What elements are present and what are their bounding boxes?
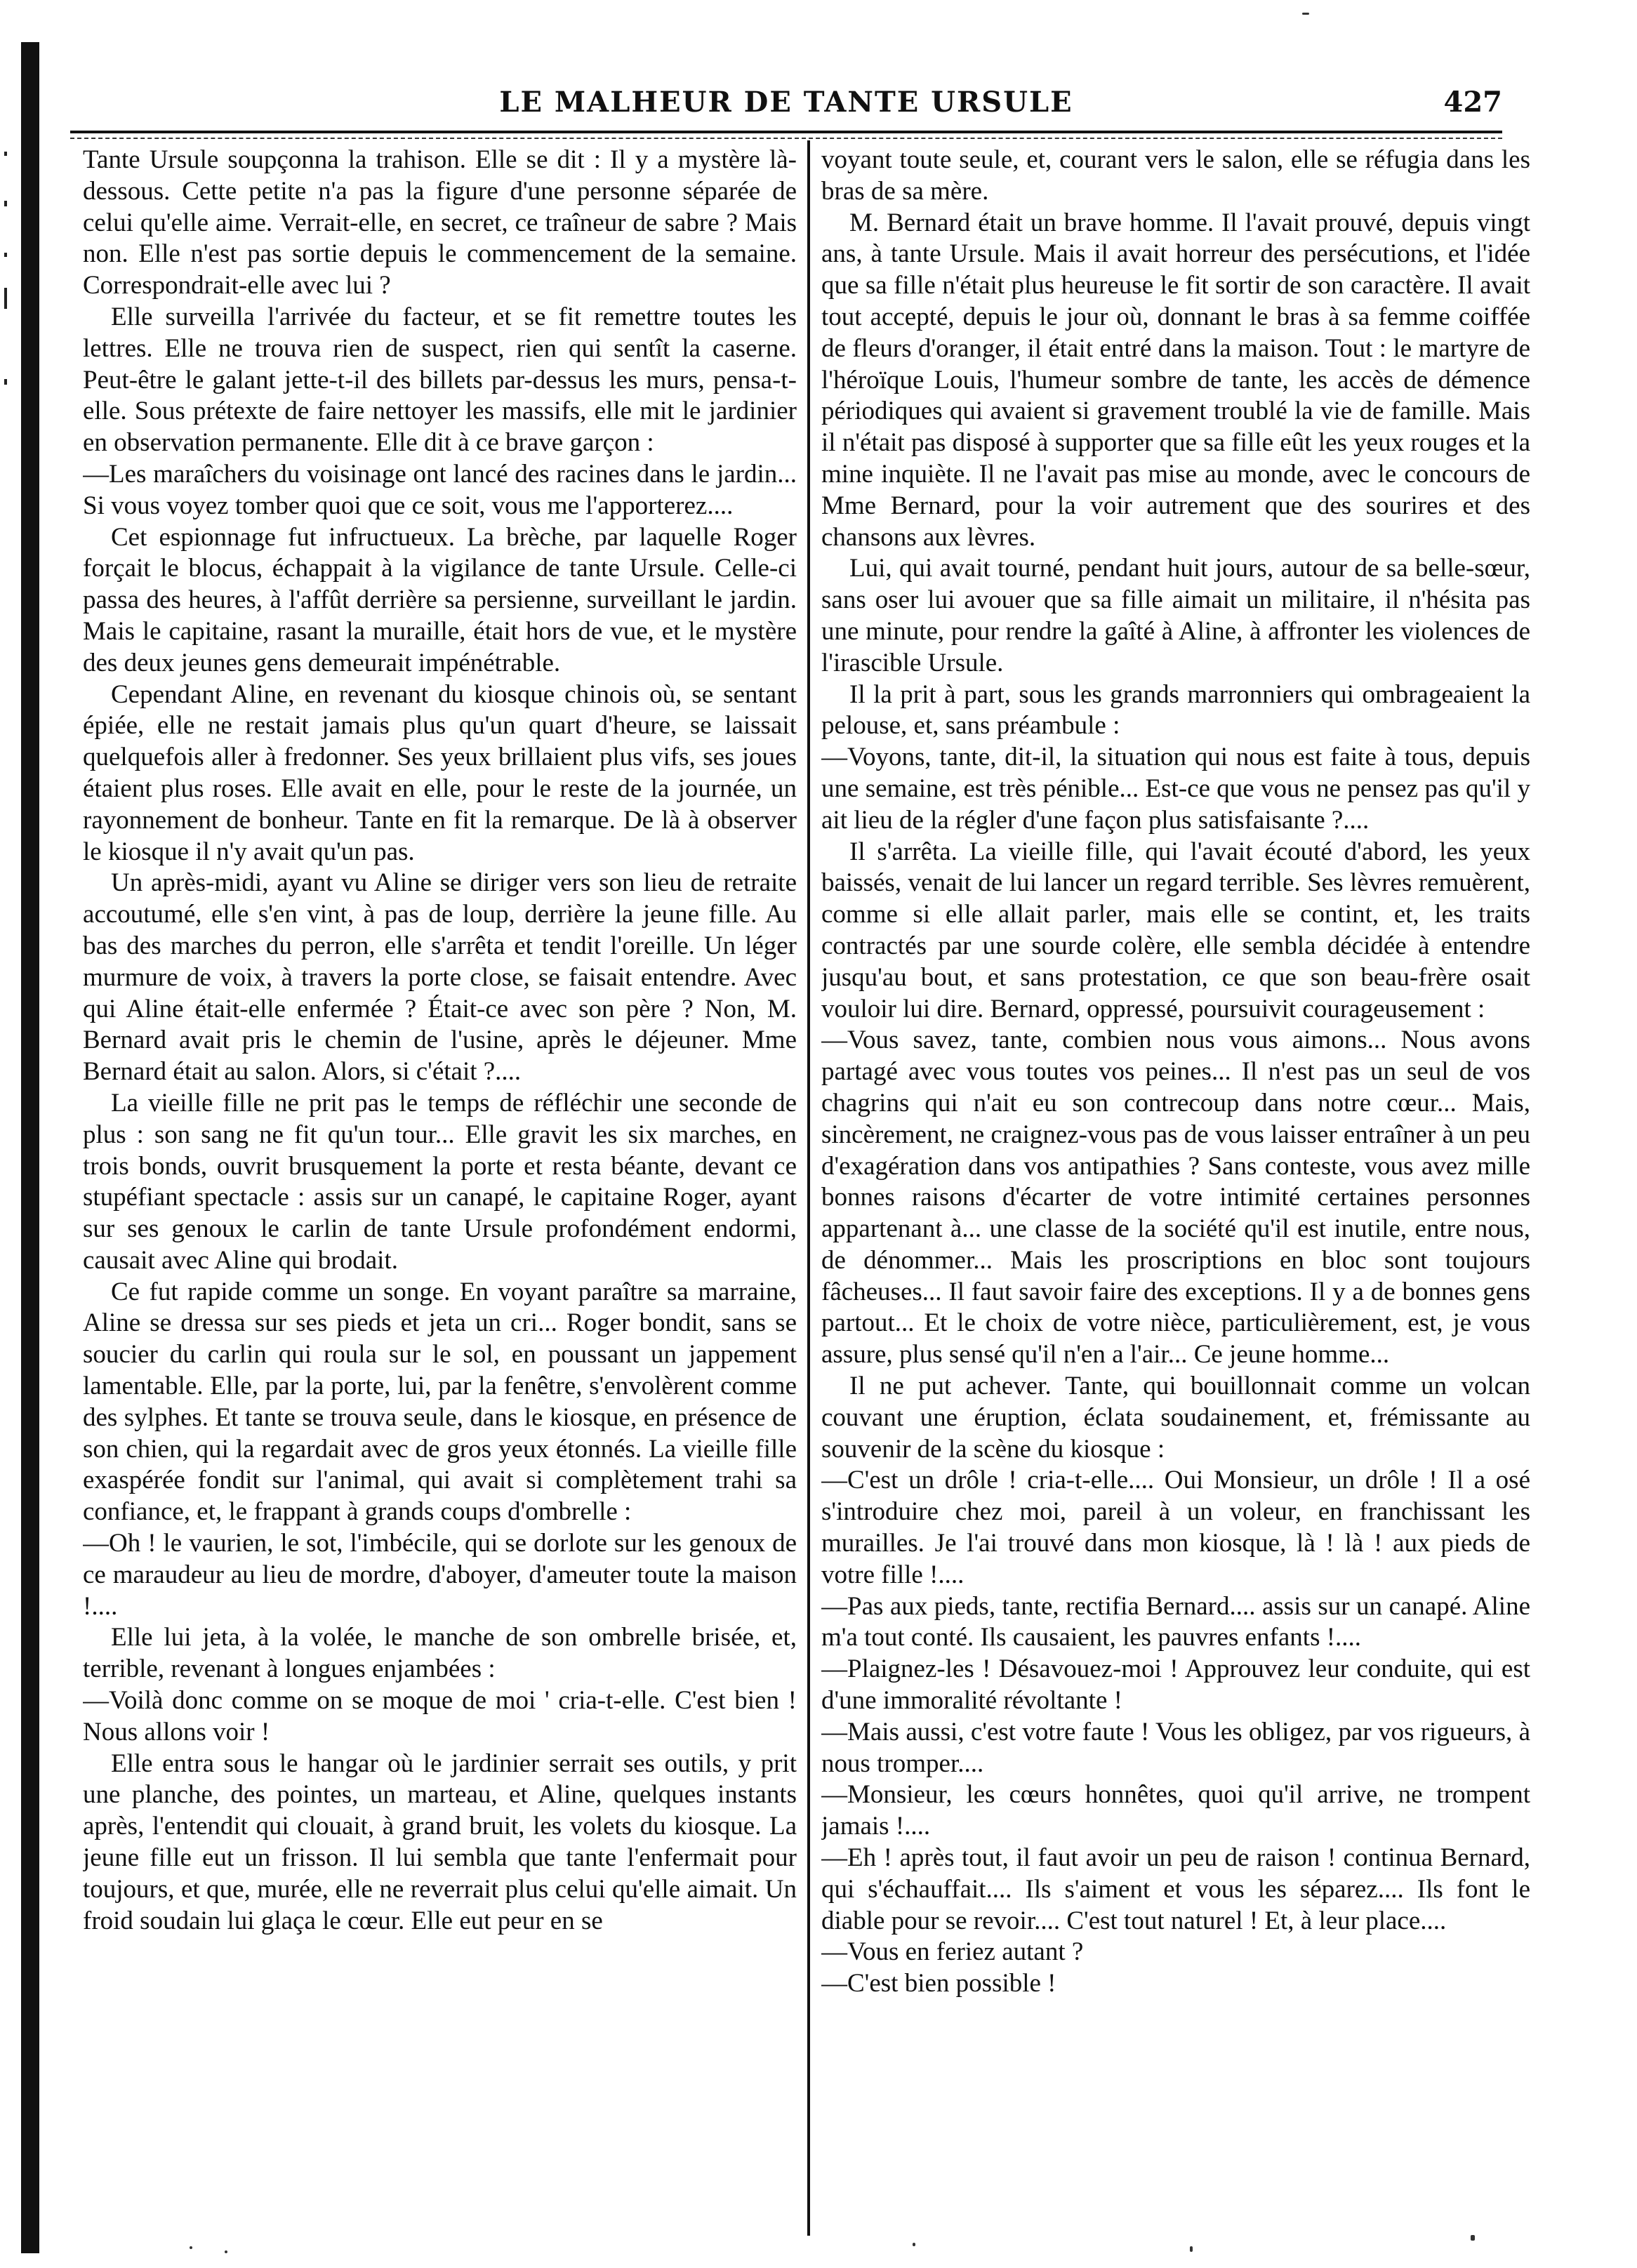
column-divider bbox=[807, 140, 810, 2236]
dialogue-line: —Vous en feriez autant ? bbox=[821, 1937, 1084, 1967]
dialogue-line: —Vous savez, tante, combien nous vous aimons... Nous avons partagé avec vous toutes vos peines... Il n'est pas un seul de vos chagrins qui n'ait eu son contrecoup dans notre cœur... Mais, sincèrement, ne craignez-vous pas de vous laisser entraîner à un peu d'exagération dans vos antipathies ? Sans conteste, vous avez mille bonnes raisons d'écarter de votre intimité certaines personnes appartenant à... une classe de la société qu'il est inutile, entre nous, de dénommer... Mais les proscriptions en bloc sont toujours fâcheuses... Il faut savoir faire des exceptions. Il y a de bonnes gens partout... Et le choix de votre nièce, particulièrement, est, je vous assure, plus sensé qu'il n'en a l'air... Ce jeune homme... bbox=[821, 1026, 1530, 1370]
paragraph: Lui, qui avait tourné, pendant huit jours, autour de sa belle-sœur, sans oser lui avouer que sa fille aimait un militaire, il n'hésita pas une minute, pour rendre la gaîté à Aline, à affronter les violences de l'irascible Ursule. bbox=[821, 554, 1530, 677]
dialogue-line: —Plaignez-les ! Désavouez-moi ! Approuvez leur conduite, qui est d'une immoralité révoltante ! bbox=[821, 1654, 1530, 1716]
dialogue-line: —C'est bien possible ! bbox=[821, 1969, 1056, 1998]
dialogue-line: —C'est un drôle ! cria-t-elle.... Oui Monsieur, un drôle ! Il a osé s'introduire chez moi, pareil à un voleur, en franchissant les murailles. Je l'ai trouvé dans mon kiosque, là ! là ! aux pieds de votre fille !.... bbox=[821, 1466, 1530, 1589]
dialogue-line: —Voilà donc comme on se moque de moi ' cria-t-elle. C'est bien ! Nous allons voir ! bbox=[83, 1686, 797, 1746]
paragraph: Tante Ursule soupçonna la trahison. Elle se dit : Il y a mystère là-dessous. Cette petite n'a pas la figure d'une personne séparée de celui qu'elle aime. Verrait-elle, en secret, ce traîneur de sabre ? Mais non. Elle n'est pas sortie depuis le commencement de la semaine. Correspondrait-elle avec lui ? bbox=[83, 145, 797, 300]
header-rule-dashed bbox=[70, 138, 1502, 139]
print-speck bbox=[913, 2243, 915, 2246]
paragraph: Il s'arrêta. La vieille fille, qui l'avait écouté d'abord, les yeux baissés, venait de lui lancer un regard terrible. Ses lèvres remuèrent, comme si elle allait parler, mais elle se contint, et, les traits contractés par une sourde colère, elle sembla décidée à entendre jusqu'au bout, et sans protestation, ce que son beau-frère osait vouloir lui dire. Bernard, oppressé, poursuivit courageusement : bbox=[821, 837, 1530, 1023]
dialogue-line: —Monsieur, les cœurs honnêtes, quoi qu'il arrive, ne trompent jamais !.... bbox=[821, 1780, 1530, 1841]
paragraph: Il ne put achever. Tante, qui bouillonnait comme un volcan couvant une éruption, éclata soudainement, et, frémissante au souvenir de la scène du kiosque : bbox=[821, 1372, 1530, 1464]
paragraph: La vieille fille ne prit pas le temps de réfléchir une seconde de plus : son sang ne fit qu'un tour... Elle gravit les six marches, en trois bonds, ouvrit brusquement la porte et resta béante, devant ce stupéfiant spectacle : assis sur un canapé, le capitaine Roger, ayant sur ses genoux le carlin de tante Ursule profondément endormi, causait avec Aline qui brodait. bbox=[83, 1088, 797, 1275]
dialogue-line: —Voyons, tante, dit-il, la situation qui nous est faite à tous, depuis une semaine, est très pénible... Est-ce que vous ne pensez pas qu'il y ait lieu de la régler d'une façon plus satisfaisante ?.... bbox=[821, 743, 1530, 835]
left-column bbox=[83, 145, 797, 2236]
header-rule bbox=[70, 131, 1502, 133]
left-margin-rule bbox=[21, 42, 39, 2253]
dialogue-line: —Eh ! après tout, il faut avoir un peu de raison ! continua Bernard, qui s'échauffait.... Ils s'aiment et vous les séparez.... Ils font le diable pour se revoir.... C'est tout naturel ! Et, à leur place.... bbox=[821, 1843, 1530, 1935]
paragraph: Elle entra sous le hangar où le jardinier serrait ses outils, y prit une planche, des pointes, un marteau, et Aline, quelques instants après, l'entendit qui clouait, à grand bruit, les volets du kiosque. La jeune fille eut un frisson. Il lui sembla que tante l'enfermait pour toujours, et que, murée, elle ne reverrait plus celui qu'elle aimait. Un froid soudain lui glaça le cœur. Elle eut peur en se bbox=[83, 1749, 797, 1935]
print-speck bbox=[190, 2246, 192, 2249]
paragraph: Elle surveilla l'arrivée du facteur, et se fit remettre toutes les lettres. Elle ne trouva rien de suspect, rien qui sentît la caserne. Peut-être le galant jette-t-il des billets par-dessus les murs, pensa-t-elle. Sous prétexte de faire nettoyer les massifs, elle mit le jardinier en observation permanente. Elle dit à ce brave garçon : bbox=[83, 302, 797, 458]
paragraph: Elle lui jeta, à la volée, le manche de son ombrelle brisée, et, terrible, revenant à longues enjambées : bbox=[83, 1623, 797, 1684]
page-header bbox=[70, 79, 1502, 128]
paragraph: Cet espionnage fut infructueux. La brèche, par laquelle Roger forçait le blocus, échappait à la vigilance de tante Ursule. Celle-ci passa des heures, à l'affût derrière sa persienne, surveillant le jardin. Mais le capitaine, rasant la muraille, était hors de vue, et le mystère des deux jeunes gens demeurait impénétrable. bbox=[83, 522, 797, 677]
paragraph: Cependant Aline, en revenant du kiosque chinois où, se sentant épiée, elle ne restait jamais plus qu'un quart d'heure, se laissait quelquefois aller à fredonner. Ses yeux brillaient plus vifs, ses joues étaient plus roses. Elle avait en elle, pour le reste de la journée, un rayonnement de bonheur. Tante en fit la remarque. De là à observer le kiosque il n'y avait qu'un pas. bbox=[83, 679, 797, 866]
paragraph: voyant toute seule, et, courant vers le salon, elle se réfugia dans les bras de sa mère. bbox=[821, 145, 1530, 206]
dialogue-line: —Mais aussi, c'est votre faute ! Vous les obligez, par vos rigueurs, à nous tromper.... bbox=[821, 1717, 1530, 1778]
dialogue-line: —Oh ! le vaurien, le sot, l'imbécile, qui se dorlote sur les genoux de ce maraudeur au lieu de mordre, d'aboyer, d'ameuter toute la maison !.... bbox=[83, 1529, 797, 1621]
margin-specks bbox=[0, 133, 14, 414]
dialogue-line: —Les maraîchers du voisinage ont lancé des racines dans le jardin... Si vous voyez tomber quoi que ce soit, vous me l'apporterez.... bbox=[83, 459, 797, 520]
dialogue-line: —Pas aux pieds, tante, rectifia Bernard.... assis sur un canapé. Aline m'a tout conté. Ils causaient, les pauvres enfants !.... bbox=[821, 1591, 1530, 1652]
paragraph: Un après-midi, ayant vu Aline se diriger vers son lieu de retraite accoutumé, elle s'en vint, à pas de loup, derrière la jeune fille. Au bas des marches du perron, elle s'arrêta et tendit l'oreille. Un léger murmure de voix, à travers la porte close, se faisait entendre. Avec qui Aline était-elle enfermée ? Était-ce avec son père ? Non, M. Bernard avait pris le chemin de l'usine, après le déjeuner. Mme Bernard était au salon. Alors, si c'était ?.... bbox=[83, 868, 797, 1087]
print-speck bbox=[225, 2250, 227, 2253]
page-number: 427 bbox=[1443, 86, 1502, 119]
paragraph: M. Bernard était un brave homme. Il l'avait prouvé, depuis vingt ans, à tante Ursule. Mais il avait horreur des persécutions, et l'idée que sa fille n'était plus heureuse le fit sortir de son caractère. Il avait tout accepté, depuis le jour où, donnant le bras à sa femme coiffée de fleurs d'oranger, il était entré dans la maison. Tout : le martyre de l'héroïque Louis, l'humeur sombre de tante, les accès de démence périodiques qui avaient si gravement troublé la vie de famille. Mais il n'était pas disposé à supporter que sa fille eût les yeux rouges et la mine inquiète. Il ne l'avait pas mise au monde, avec le concours de Mme Bernard, pour la voir autrement que des sourires et des chansons aux lèvres. bbox=[821, 208, 1530, 552]
print-speck bbox=[1471, 2235, 1475, 2241]
paragraph: Il la prit à part, sous les grands marronniers qui ombrageaient la pelouse, et, sans préambule : bbox=[821, 679, 1530, 741]
right-column bbox=[821, 145, 1530, 2236]
paragraph: Ce fut rapide comme un songe. En voyant paraître sa marraine, Aline se dressa sur ses pieds et jeta un cri... Roger bondit, sans se soucier du carlin qui roula sur le sol, en poussant un jappement lamentable. Elle, par la porte, lui, par la fenêtre, s'envolèrent comme des sylphes. Et tante se trouva seule, dans le kiosque, en présence de son chien, qui la regardait avec de gros yeux étonnés. La vieille fille exaspérée fondit sur l'animal, qui avait si complètement trahi sa confiance, et, le frappant à grands coups d'ombrelle : bbox=[83, 1277, 797, 1527]
print-speck bbox=[1302, 13, 1309, 15]
running-title: LE MALHEUR DE TANTE URSULE bbox=[499, 86, 1073, 119]
print-speck bbox=[1190, 2246, 1193, 2252]
